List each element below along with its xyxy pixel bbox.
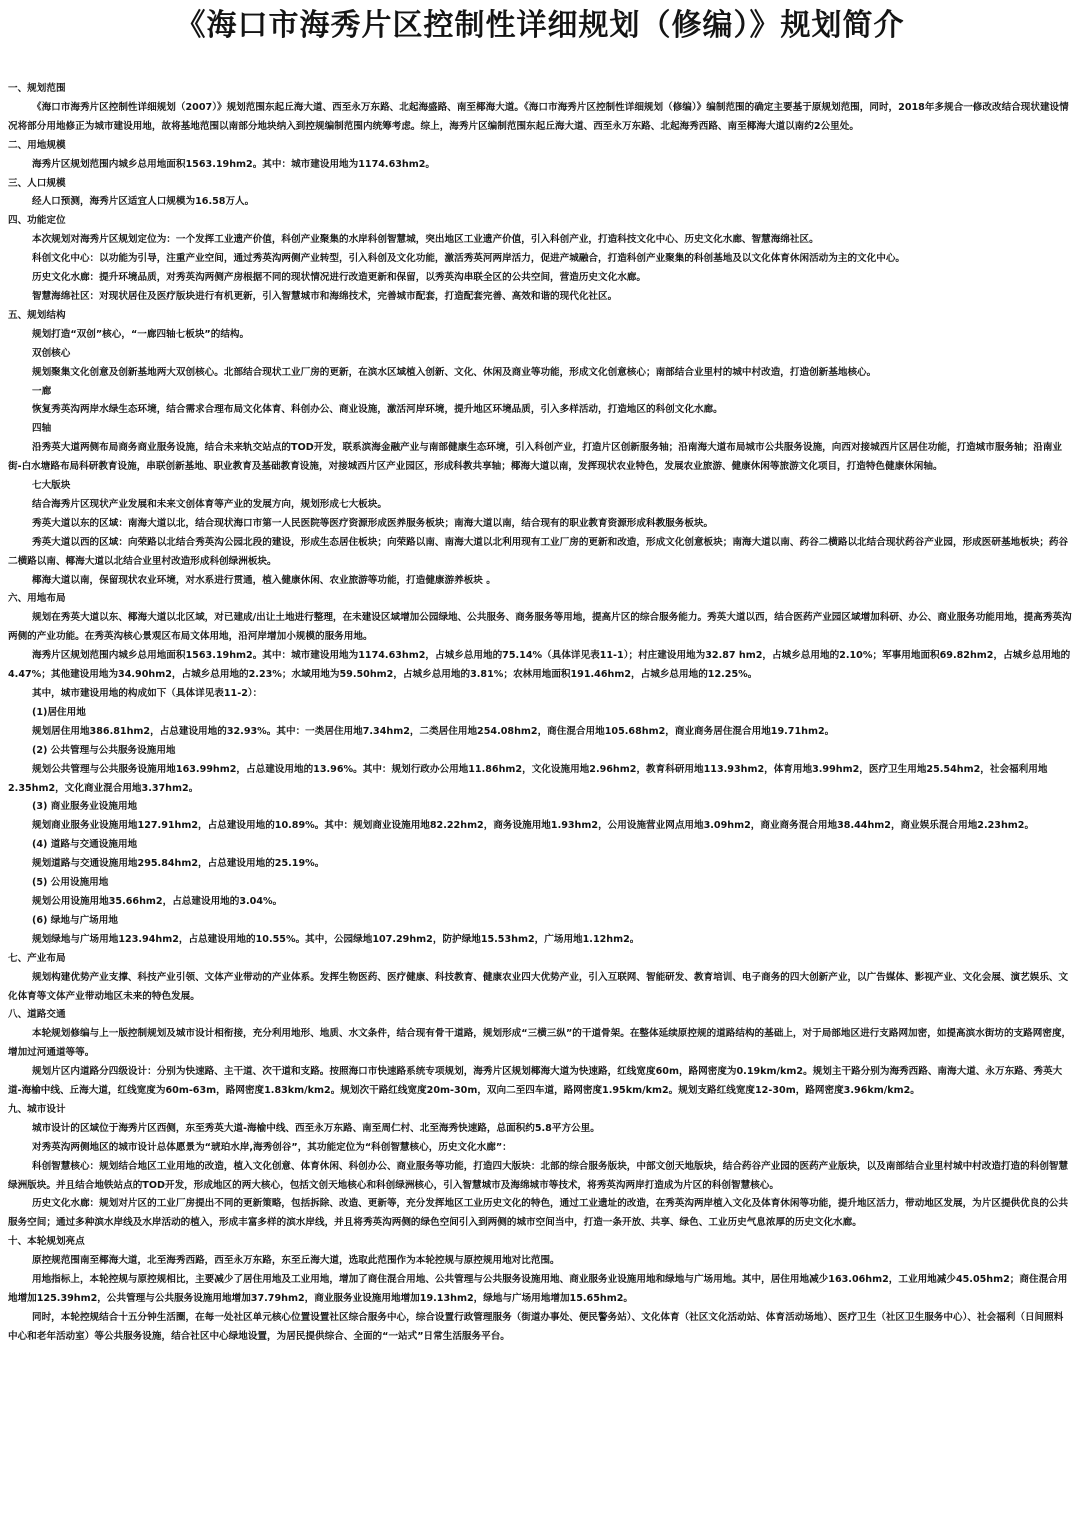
subsection-heading: (4) 道路与交通设施用地 — [32, 839, 138, 851]
section-heading: 五、规划结构 — [8, 309, 66, 321]
paragraph: 规划片区内道路分四级设计：分别为快速路、主干道、次干道和支路。按照海口市快速路系统专项规划，海秀片区规划椰海大道为快速路，红线宽度60m，路网密度为0.19km/km2。规划主干路分别为海秀西路、南海大道、永万东路、秀英大道-海榆中线、丘海大道，红线宽度为60m-63m，路网密度1.83km/km2。规划次干路红线宽度20m-30m，双向二至四车道，路网密度1.95km/km2。规划支路红线宽度12-30m，路网密度3.96km/km2。 — [8, 1066, 1063, 1097]
document-body — [8, 80, 1072, 1347]
paragraph: 恢复秀英沟两岸水绿生态环境，结合需求合理布局文化体育、科创办公、商业设施，激活河岸环境，提升地区环境品质，引入多样活动，打造地区的科创文化水廊。 — [32, 404, 723, 416]
section-heading: 十、本轮规划亮点 — [8, 1236, 85, 1248]
section-heading: 四、功能定位 — [8, 215, 66, 227]
paragraph: 规划公用设施用地35.66hm2，占总建设用地的3.04%。 — [32, 895, 283, 907]
section-heading: 二、用地规模 — [8, 139, 66, 151]
paragraph: 规划道路与交通设施用地295.84hm2，占总建设用地的25.19%。 — [32, 858, 325, 870]
paragraph: 同时，本轮控规结合十五分钟生活圈，在每一处社区单元核心位置设置社区综合服务中心，综合设置行政管理服务（街道办事处、便民警务站）、文化体育（社区文化活动站、体育活动场地）、医疗卫生（社区卫生服务中心）、社会福利（日间照料中心和老年活动室）等公共服务设施，结合社区中心绿地设置，为居民提供综合、全面的“一站式”日常生活服务平台。 — [8, 1311, 1064, 1342]
paragraph: 沿秀英大道两侧布局商务商业服务设施，结合未来轨交站点的TOD开发，联系滨海金融产业与南部健康生态环境，引入科创产业，打造片区创新服务轴；沿南海大道布局城市公共服务设施，向西对接城西片区居住功能，打造城市服务轴；沿南业街-白水塘路布局科研教育设施，串联创新基地、职业教育及基础教育设施，对接城西片区产业园区，形成科教共享轴；椰海大道以南，发挥现状农业特色，发展农业旅游、健康休闲等旅游文化项目，打造特色健康休闲轴。 — [8, 442, 1063, 473]
paragraph: 科创文化中心：以功能为引导，注重产业空间，通过秀英沟两侧产业转型，引入科创及文化功能，激活秀英河两岸活力，促进产城融合，打造科创产业聚集的科创基地及以文化体育休闲活动为主的文化中心。 — [32, 253, 906, 265]
paragraph: 《海口市海秀片区控制性详细规划（2007）》规划范围东起丘海大道、西至永万东路、北起海盛路、南至椰海大道。《海口市海秀片区控制性详细规划（修编）》编制范围的确定主要基于原规划范围，同时，2018年多规合一修改改结合现状建设情况将部分用地修正为城市建设用地，故将基地范围以南部分地块纳入到控规编制范围内统筹考虑。综上，海秀片区编制范围东起丘海大道、西至永万东路、北起海秀西路、南至椰海大道以南约2公里处。 — [8, 101, 1069, 132]
paragraph: 原控规范围南至椰海大道，北至海秀西路，西至永万东路，东至丘海大道，选取此范围作为本轮控规与原控规用地对比范围。 — [32, 1255, 560, 1267]
paragraph: 历史文化水廊：提升环境品质，对秀英沟两侧产房根据不同的现状情况进行改造更新和保留，以秀英沟串联全区的公共空间，营造历史文化水廊。 — [32, 272, 646, 284]
section-heading: 一、规划范围 — [8, 83, 66, 94]
paragraph: 智慧海绵社区：对现状居住及医疗版块进行有机更新，引入智慧城市和海绵技术，完善城市配套，打造配套完善、高效和谐的现代化社区。 — [32, 290, 618, 302]
paragraph: 海秀片区规划范围内城乡总用地面积1563.19hm2。其中：城市建设用地为1174.63hm2。 — [32, 158, 436, 170]
paragraph: 规划打造“双创”核心，“一廊四轴七板块”的结构。 — [32, 328, 250, 340]
paragraph: 本轮规划修编与上一版控制规划及城市设计相衔接，充分利用地形、地质、水文条件，结合现有骨干道路，规划形成“三横三纵”的干道骨架。在整体延续原控规的道路结构的基础上，对于局部地区进行支路网加密，如提高滨水街坊的支路网密度，增加过河通道等等。 — [8, 1028, 1072, 1059]
subsection-heading: 四轴 — [32, 423, 52, 435]
paragraph: 历史文化水廊：规划对片区的工业厂房提出不同的更新策略，包括拆除、改造、更新等，充分发挥地区工业历史文化的特色，通过工业遗址的改造，在秀英沟两岸植入文化及体育休闲等功能，提升地区活力，带动地区发展，为片区提供优良的公共服务空间；通过多种滨水岸线及水岸活动的植入，形成丰富多样的滨水岸线，并且将秀英沟两侧的绿色空间引入到两侧的城市空间当中，打造一条开放、共享、绿色、工业历史气息浓厚的历史文化水廊。 — [8, 1198, 1069, 1229]
paragraph: 对秀英沟两侧地区的城市设计总体愿景为“琥珀水岸,海秀创谷”，其功能定位为“科创智慧核心，历史文化水廊”： — [32, 1141, 512, 1153]
subsection-heading: (6) 绿地与广场用地 — [32, 914, 118, 926]
section-heading: 九、城市设计 — [8, 1103, 66, 1115]
paragraph: 规划商业服务业设施用地127.91hm2，占总建设用地的10.89%。其中：规划商业设施用地82.22hm2，商务设施用地1.93hm2，公用设施营业网点用地3.09hm2，商业商务混合用地38.44hm2，商业娱乐混合用地2.23hm2。 — [32, 820, 1035, 832]
paragraph: 规划构建优势产业支撑、科技产业引领、文体产业带动的产业体系。发挥生物医药、医疗健康、科技教育、健康农业四大优势产业，引入互联网、智能研发、教育培训、电子商务的四大创新产业，以广告媒体、影视产业、文化会展、演艺娱乐、文化体育等文体产业带动地区未来的特色发展。 — [8, 971, 1069, 1002]
page-title: 《海口市海秀片区控制性详细规划（修编）》规划简介 — [175, 8, 905, 43]
paragraph: 规划居住用地386.81hm2，占总建设用地的32.93%。其中：一类居住用地7.34hm2，二类居住用地254.08hm2，商住混合用地105.68hm2，商业商务居住混合用地19.71hm2。 — [32, 725, 835, 737]
paragraph: 用地指标上，本轮控规与原控规相比，主要减少了居住用地及工业用地，增加了商住混合用地、公共管理与公共服务设施用地、商业服务业设施用地和绿地与广场用地。其中，居住用地减少163.06hm2，工业用地减少45.05hm2；商住混合用地增加125.39hm2，公共管理与公共服务设施用地增加37.79hm2，商业服务业设施用地增加19.13hm2，绿地与广场用地增加15.65hm2。 — [8, 1274, 1068, 1304]
paragraph: 结合海秀片区现状产业发展和未来文创体育等产业的发展方向，规划形成七大板块。 — [32, 498, 387, 510]
subsection-heading: (3) 商业服务业设施用地 — [32, 801, 138, 813]
paragraph: 科创智慧核心：规划结合地区工业用地的改造，植入文化创意、体育休闲、科创办公、商业服务等功能，打造四大版块：北部的综合服务版块，中部文创天地版块，结合药谷产业园的医药产业版块，以及南部结合业里村城中村改造打造的科创智慧绿洲版块。并且结合地铁站点的TOD开发，形成地区的两大核心，包括文创天地核心和科创绿洲核心，引入智慧城市及海绵城市等技术，将秀英沟两岸打造成为片区的科创智慧核心。 — [8, 1160, 1069, 1191]
paragraph: 海秀片区规划范围内城乡总用地面积1563.19hm2。其中：城市建设用地为1174.63hm2，占城乡总用地的75.14%（具体详见表11-1）；村庄建设用地为32.87 hm2，占城乡总用地的2.10%；军事用地面积69.82hm2，占城乡总用地的4.47%；其他建设用地为34.90hm2，占城乡总用地的2.23%；水域用地为59.50hm2，占城乡总用地的3.81%；农林用地面积191.46hm2，占城乡总用地的12.25%。 — [8, 650, 1071, 681]
subsection-heading: 双创核心 — [32, 347, 71, 359]
paragraph: 秀英大道以东的区域：南海大道以北，结合现状海口市第一人民医院等医疗资源形成医养服务板块；南海大道以南，结合现有的职业教育资源形成科教服务板块。 — [32, 517, 714, 529]
paragraph: 其中，城市建设用地的构成如下（具体详见表11-2）： — [32, 688, 263, 699]
subsection-heading: 一廊 — [32, 385, 52, 397]
paragraph: 规划公共管理与公共服务设施用地163.99hm2，占总建设用地的13.96%。其中：规划行政办公用地11.86hm2，文化设施用地2.96hm2，教育科研用地113.93hm2，体育用地3.99hm2，医疗卫生用地25.54hm2，社会福利用地2.35hm2，文化商业混合用地3.37hm2。 — [8, 763, 1048, 794]
paragraph: 秀英大道以西的区域：向荣路以北结合秀英沟公园北段的建设，形成生态居住板块；向荣路以南、南海大道以北利用现有工业厂房的更新和改造，形成文化创意板块；南海大道以南、药谷二横路以北结合现状药谷产业园，形成医研基地板块；药谷二横路以南、椰海大道以北结合业里村改造形成科创绿洲板块。 — [8, 536, 1069, 567]
paragraph: 椰海大道以南，保留现状农业环境，对水系进行贯通，植入健康休闲、农业旅游等功能，打造健康游养板块 。 — [32, 574, 496, 586]
subsection-heading: (5) 公用设施用地 — [32, 877, 109, 889]
section-heading: 三、人口规模 — [8, 177, 66, 189]
paragraph: 规划在秀英大道以东、椰海大道以北区域，对已建成/出让土地进行整理，在未建设区域增加公园绿地、公共服务、商务服务等用地，提高片区的综合服务能力。秀英大道以西，结合医药产业园区域增加科研、办公、商业服务功能用地，提高秀英沟两侧的产业功能。在秀英沟核心景观区布局文体用地，沿河岸增加小规模的服务用地。 — [8, 612, 1072, 643]
subsection-heading: 七大版块 — [32, 480, 71, 492]
paragraph: 经人口预测，海秀片区适宜人口规模为16.58万人。 — [32, 196, 255, 208]
paragraph: 本次规划对海秀片区规划定位为：一个发挥工业遗产价值，科创产业聚集的水岸科创智慧城，突出地区工业遗产价值，引入科创产业，打造科技文化中心、历史文化水廊、智慧海绵社区。 — [32, 234, 819, 246]
section-heading: 八、道路交通 — [8, 1009, 66, 1021]
paragraph: 规划绿地与广场用地123.94hm2，占总建设用地的10.55%。其中，公园绿地107.29hm2，防护绿地15.53hm2，广场用地1.12hm2。 — [32, 933, 640, 945]
subsection-heading: (2) 公共管理与公共服务设施用地 — [32, 744, 176, 756]
paragraph: 城市设计的区域位于海秀片区西侧，东至秀英大道-海榆中线、西至永万东路、南至周仁村、北至海秀快速路，总面积约5.8平方公里。 — [32, 1122, 600, 1134]
subsection-heading: (1)居住用地 — [32, 706, 86, 718]
section-heading: 七、产业布局 — [8, 952, 66, 964]
section-heading: 六、用地布局 — [8, 593, 66, 605]
paragraph: 规划聚集文化创意及创新基地两大双创核心。北部结合现状工业厂房的更新，在滨水区域植入创新、文化、休闲及商业等功能，形成文化创意核心；南部结合业里村的城中村改造，打造创新基地核心。 — [32, 366, 877, 378]
